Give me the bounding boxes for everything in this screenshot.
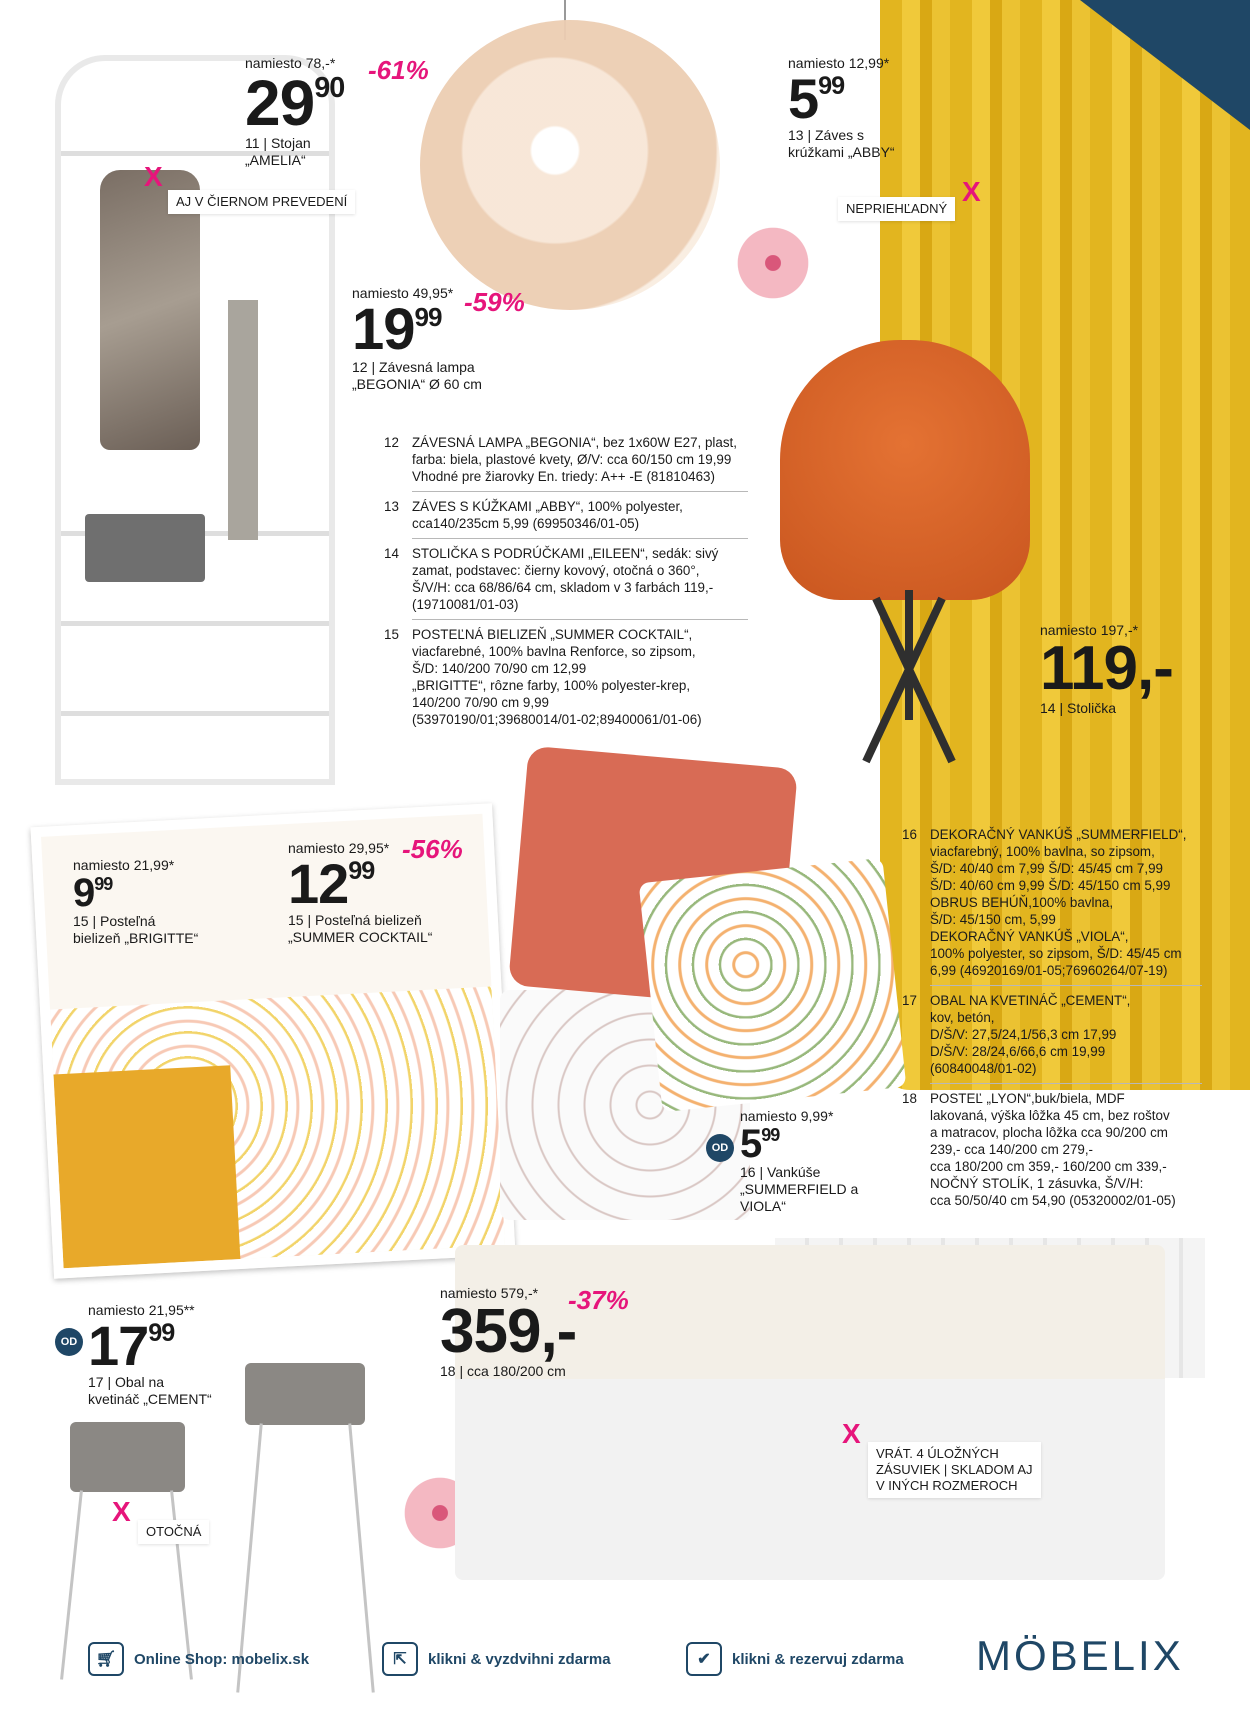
product-name: 12 | Závesná lampa	[352, 359, 475, 375]
spec-line: kov, betón,	[930, 1010, 995, 1025]
current-price: $5^{99}$	[740, 1122, 780, 1166]
spec-line: ZÁVESNÁ LAMPA „BEGONIA“, bez 1x60W E27, plast,	[412, 435, 737, 450]
spec-number: 17	[902, 993, 917, 1008]
spec-line: (60840048/01-02)	[930, 1061, 1037, 1076]
old-price: namiesto 197,-*	[1040, 622, 1139, 638]
product-name: 15 | Posteľná bielizeň	[288, 912, 422, 928]
current-price: $19^{99}$	[352, 297, 442, 362]
spec-item	[902, 826, 1202, 979]
od-badge: OD	[706, 1134, 734, 1162]
current-price: 119,-	[1040, 634, 1173, 703]
product-name: 15 | Posteľná	[73, 913, 156, 929]
current-price: $29^{90}$	[245, 67, 345, 139]
product-name: 17 | Obal na	[88, 1374, 165, 1390]
product-name: „AMELIA“	[245, 152, 306, 168]
variant-badge: OTOČNÁ	[138, 1520, 209, 1544]
lamp-image	[420, 20, 720, 310]
brand-logo[interactable]: MÖBELIX	[976, 1632, 1184, 1679]
spec-line: D/Š/V: 28/24,6/66,6 cm 19,99	[930, 1044, 1106, 1059]
spec-line: 6,99 (46920169/01-05;76960264/07-19)	[930, 963, 1168, 978]
spec-line: Š/V/H: cca 68/86/64 cm, skladom v 3 farbách 119,-	[412, 580, 714, 595]
spec-item	[384, 626, 748, 728]
spec-line: a matracov, plocha lôžka cca 90/200 cm	[930, 1125, 1168, 1140]
scarf-image	[228, 300, 258, 540]
old-price: namiesto 9,99*	[740, 1108, 834, 1124]
price-block-17	[88, 1302, 212, 1408]
variant-badge: NEPRIEHĽADNÝ	[838, 197, 955, 221]
product-name: 13 | Záves s	[788, 127, 865, 143]
discount-badge: -59%	[464, 287, 525, 317]
x-marker-icon: X	[144, 161, 163, 192]
spec-list-top	[384, 434, 748, 728]
spec-line: ZÁVES S KÚŽKAMI „ABBY“, 100% polyester,	[412, 499, 683, 514]
spec-number: 15	[384, 627, 399, 642]
old-price: namiesto 579,-*	[440, 1285, 539, 1301]
pillow-floral-image	[639, 858, 907, 1112]
product-name: krúžkami „ABBY“	[788, 144, 895, 160]
online-shop-link[interactable]: 🛒︎ Online Shop: mobelix.sk	[88, 1642, 309, 1676]
discount-badge: -56%	[402, 834, 463, 864]
price-block-18	[440, 1285, 576, 1380]
cart-icon: 🛒︎	[88, 1642, 124, 1676]
od-badge: OD	[55, 1328, 83, 1356]
spec-line: POSTEĽNÁ BIELIZEŇ „SUMMER COCKTAIL“,	[412, 627, 693, 642]
click-pickup-link[interactable]: ⇱ klikni & vyzdvihni zdarma	[382, 1642, 611, 1676]
product-name: kvetináč „CEMENT“	[88, 1391, 212, 1407]
spec-line: „BRIGITTE“, rôzne farby, 100% polyester-krep,	[412, 678, 691, 693]
price-block-13	[788, 55, 895, 161]
spec-item	[902, 992, 1202, 1077]
spec-item	[384, 434, 748, 485]
spec-line: OBAL NA KVETINÁČ „CEMENT“,	[930, 993, 1131, 1008]
reserve-icon: ✔	[686, 1642, 722, 1676]
spec-line: POSTEĽ „LYON“,buk/biela, MDF	[930, 1091, 1125, 1106]
product-name: 14 | Stolička	[1040, 700, 1117, 716]
spec-line: zamat, podstavec: čierny kovový, otočná o 360°,	[412, 563, 700, 578]
price-block-11	[245, 55, 344, 169]
variant-badge: AJ V ČIERNOM PREVEDENÍ	[168, 190, 355, 214]
spec-line: Vhodné pre žiarovky En. triedy: A++ -E (81810463)	[412, 469, 715, 484]
planter-large-image	[245, 1363, 365, 1425]
old-price: namiesto 78,-*	[245, 55, 336, 71]
price-block-14	[1040, 622, 1173, 717]
old-price: namiesto 29,95*	[288, 840, 390, 856]
click-reserve-link[interactable]: ✔ klikni & rezervuj zdarma	[686, 1642, 904, 1676]
spec-divider	[930, 985, 1202, 986]
corner-accent	[1080, 0, 1250, 130]
spec-line: viacfarebný, 100% bavlna, so zipsom,	[930, 844, 1155, 859]
spec-line: Š/D: 140/200 70/90 cm 12,99	[412, 661, 587, 676]
spec-line: DEKORAČNÝ VANKÚŠ „SUMMERFIELD“,	[930, 827, 1187, 842]
spec-number: 14	[384, 546, 399, 561]
spec-line: Š/D: 40/40 cm 7,99 Š/D: 45/45 cm 7,99	[930, 861, 1163, 876]
spec-line: Š/D: 40/60 cm 9,99 Š/D: 45/150 cm 5,99	[930, 878, 1171, 893]
spec-line: cca 180/200 cm 359,- 160/200 cm 339,-	[930, 1159, 1167, 1174]
spec-line: 140/200 70/90 cm 9,99	[412, 695, 549, 710]
current-price: $5^{99}$	[788, 67, 845, 130]
current-price: 359,-	[440, 1297, 577, 1366]
old-price: namiesto 12,99*	[788, 55, 890, 71]
product-name: VIOLA“	[740, 1198, 786, 1214]
current-price: $9^{99}$	[73, 871, 113, 915]
current-price: $17^{99}$	[88, 1314, 175, 1377]
x-marker-icon: X	[842, 1418, 861, 1449]
storage-box-image	[85, 514, 205, 582]
spec-line: cca 50/50/40 cm 54,90 (05320002/01-05)	[930, 1193, 1176, 1208]
spec-line: (53970190/01;39680014/01-02;89400061/01-06)	[412, 712, 702, 727]
spec-number: 12	[384, 435, 399, 450]
product-name: „SUMMERFIELD a	[740, 1181, 859, 1197]
discount-badge: -37%	[568, 1285, 629, 1315]
spec-line: NOČNÝ STOLÍK, 1 zásuvka, Š/V/H:	[930, 1176, 1144, 1191]
spec-divider	[412, 619, 748, 620]
product-name: 18 | cca 180/200 cm	[440, 1363, 566, 1379]
product-name: bielizeň „BRIGITTE“	[73, 930, 199, 946]
product-name: „BEGONIA“ Ø 60 cm	[352, 376, 482, 392]
pickup-icon: ⇱	[382, 1642, 418, 1676]
spec-line: 239,- cca 140/200 cm 279,-	[930, 1142, 1094, 1157]
planter-small-image	[70, 1422, 185, 1492]
spec-divider	[412, 538, 748, 539]
price-block-15a	[73, 857, 198, 947]
spec-number: 18	[902, 1091, 917, 1106]
spec-number: 16	[902, 827, 917, 842]
old-price: namiesto 21,95**	[88, 1302, 195, 1318]
x-marker-icon: X	[112, 1496, 131, 1527]
old-price: namiesto 21,99*	[73, 857, 175, 873]
spec-line: viacfarebné, 100% bavlna Renforce, so zipsom,	[412, 644, 696, 659]
bed-info-badge: VRÁT. 4 ÚLOŽNÝCH ZÁSUVIEK | SKLADOM AJ V INÝCH ROZMEROCH	[868, 1442, 1041, 1498]
spec-line: (19710081/01-03)	[412, 597, 519, 612]
spec-line: farba: biela, plastové kvety, Ø/V: cca 60/150 cm 19,99	[412, 452, 732, 467]
chair-image	[780, 340, 1030, 600]
x-marker-icon: X	[962, 176, 981, 207]
chair-leg	[905, 590, 913, 720]
spec-item	[384, 498, 748, 532]
spec-line: STOLIČKA S PODRÚČKAMI „EILEEN“, sedák: sivý	[412, 546, 719, 561]
spec-line: lakovaná, výška lôžka 45 cm, bez roštov	[930, 1108, 1170, 1123]
spec-line: cca140/235cm 5,99 (69950346/01-05)	[412, 516, 640, 531]
spec-line: Š/D: 45/150 cm, 5,99	[930, 912, 1056, 927]
spec-line: 100% polyester, so zipsom, Š/D: 45/45 cm	[930, 946, 1182, 961]
spec-divider	[412, 491, 748, 492]
old-price: namiesto 49,95*	[352, 285, 454, 301]
spec-line: DEKORAČNÝ VANKÚŠ „VIOLA“,	[930, 929, 1129, 944]
spec-list-right	[902, 826, 1202, 1209]
spec-line: D/Š/V: 27,5/24,1/56,3 cm 17,99	[930, 1027, 1117, 1042]
spec-item	[384, 545, 748, 613]
spec-item	[902, 1090, 1202, 1209]
product-name: 16 | Vankúše	[740, 1164, 821, 1180]
price-block-12	[352, 285, 482, 393]
spec-line: OBRUS BEHÚŇ,100% bavlna,	[930, 895, 1114, 910]
flower-decoration	[728, 218, 818, 308]
product-name: 11 | Stojan	[245, 135, 311, 151]
product-name: „SUMMER COCKTAIL“	[288, 929, 433, 945]
online-shop-url[interactable]: mobelix.sk	[231, 1650, 310, 1668]
price-block-16	[740, 1108, 858, 1215]
discount-badge: -61%	[368, 55, 429, 85]
spec-number: 13	[384, 499, 399, 514]
spec-divider	[930, 1083, 1202, 1084]
current-price: $12^{99}$	[288, 852, 375, 915]
